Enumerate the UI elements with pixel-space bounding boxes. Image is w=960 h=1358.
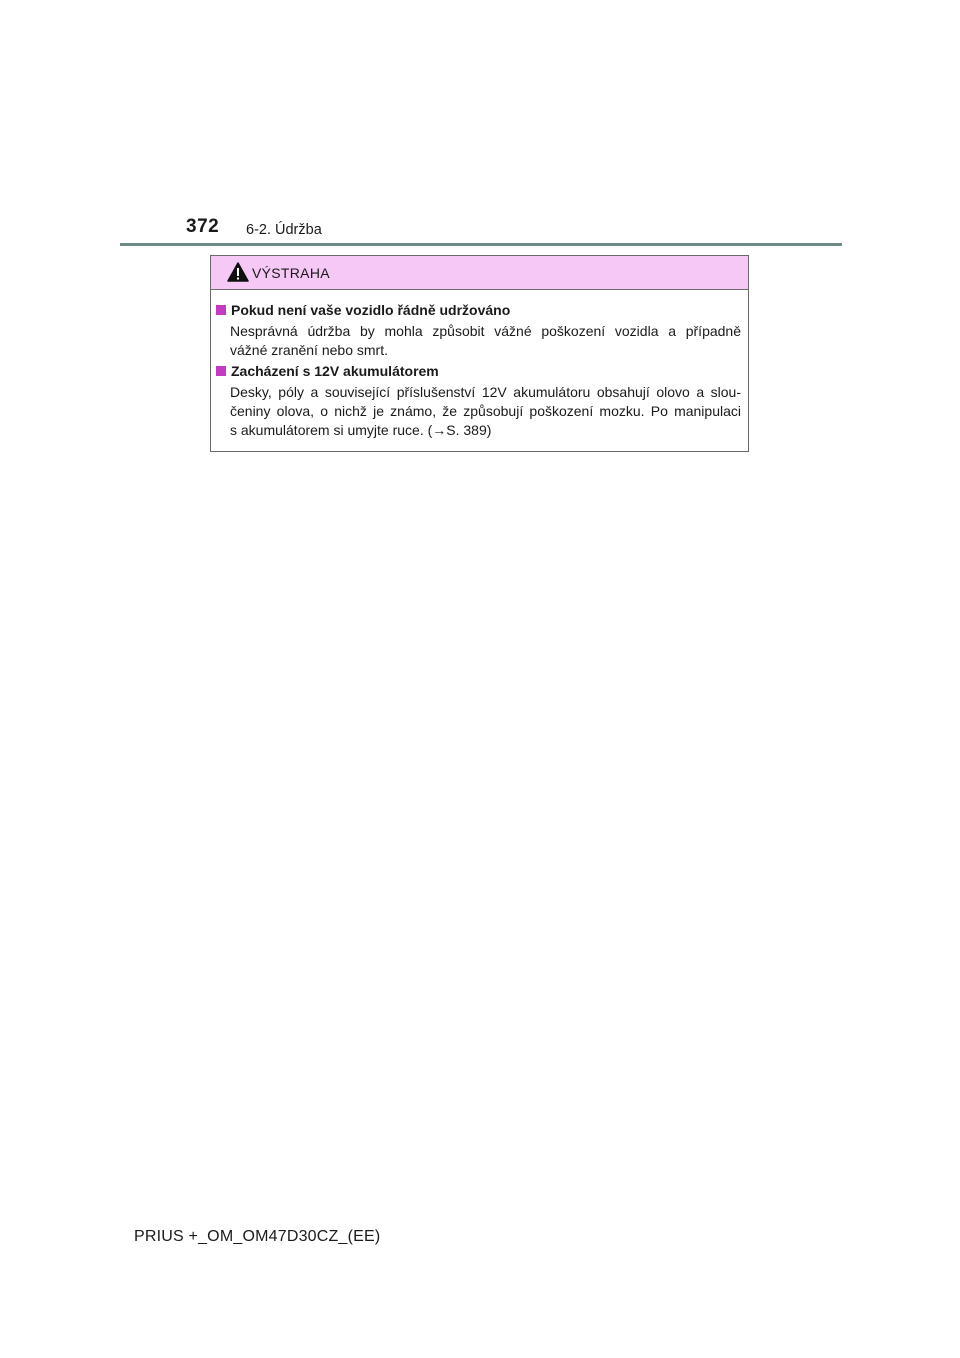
bullet-square-icon — [216, 366, 226, 376]
item-heading — [216, 363, 439, 379]
item-text — [230, 322, 741, 360]
warning-box — [210, 255, 749, 452]
document-code: PRIUS +_OM_OM47D30CZ_(EE) — [134, 1228, 381, 1245]
warning-triangle-icon — [227, 262, 249, 282]
text-line: Desky, póly a související příslušenství 12V akumulátoru obsahují olovo a slou- — [230, 384, 741, 400]
bullet-square-icon — [216, 305, 226, 315]
section-title: 6-2. Údržba — [246, 222, 322, 238]
header-rule — [120, 243, 842, 246]
text-line: čeniny olova, o nichž je známo, že způsobují poškození mozku. Po manipulaci — [230, 403, 741, 419]
page-number: 372 — [186, 216, 220, 237]
item-heading — [216, 302, 510, 318]
text-line: Nesprávná údržba by mohla způsobit vážné poškození vozidla a případně — [230, 323, 741, 339]
item-text — [230, 383, 741, 440]
warning-header — [211, 256, 748, 290]
warning-title: VÝSTRAHA — [252, 265, 330, 281]
item-heading-text: Zacházení s 12V akumulátorem — [231, 363, 439, 379]
text-line: vážné zranění nebo smrt. — [230, 342, 388, 358]
item-heading-text: Pokud není vaše vozidlo řádně udržováno — [231, 302, 511, 318]
text-line: s akumulátorem si umyjte ruce. (→S. 389) — [230, 422, 492, 438]
